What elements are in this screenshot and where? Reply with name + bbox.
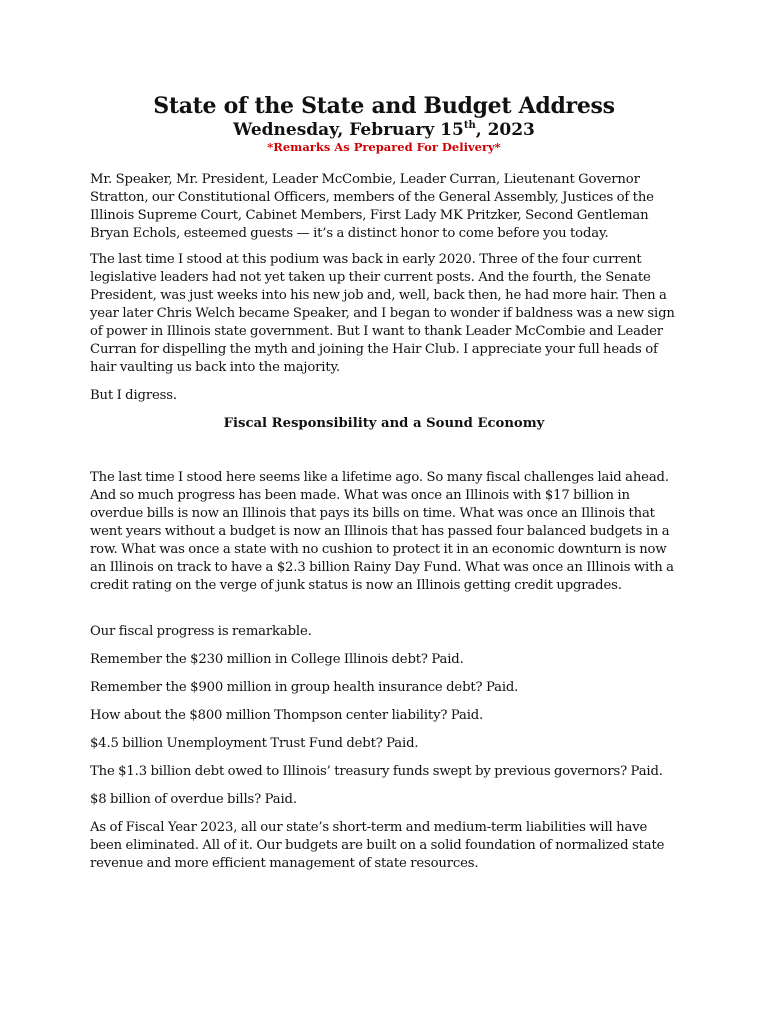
paragraph-overdue-bills: $8 billion of overdue bills? Paid. (90, 792, 297, 807)
paragraph-thompson-center: How about the $800 million Thompson center liability? Paid. (90, 708, 484, 723)
section-heading: Fiscal Responsibility and a Sound Economy (223, 416, 545, 431)
paragraph-digress: But I digress. (90, 388, 177, 403)
paragraph-fiscal-progress: The last time I stood here seems like a lifetime ago. So many fiscal challenges laid ahead. And so much progress has been made. What was once an Illinois with $17 billion in overdue bills is now an Illinois that pays its bills on time. What was once an Illinois that went years without a budget is now an Illinois that has passed four balanced budgets in a row. What was once a state with no cushion to protect it in an economic downturn is now an Illinois on track to have a $2.3 billion Rainy Day Fund. What was once an Illinois with a credit rating on the verge of junk status is now an Illinois getting credit upgrades. (90, 470, 674, 593)
paragraph-college-illinois: Remember the $230 million in College Illinois debt? Paid. (90, 652, 464, 667)
paragraph-treasury-funds: The $1.3 billion debt owed to Illinois’ treasury funds swept by previous governors? Paid. (90, 764, 663, 779)
paragraph-remarkable: Our fiscal progress is remarkable. (90, 624, 312, 639)
paragraph-liabilities-eliminated: As of Fiscal Year 2023, all our state’s short-term and medium-term liabilities will have been eliminated. All of it. Our budgets are built on a solid foundation of normalized state revenue and more efficient management of state resources. (90, 820, 665, 871)
paragraph-podium: The last time I stood at this podium was back in early 2020. Three of the four current legislative leaders had not yet taken up their current posts. And the fourth, the Senate President, was just weeks into his new job and, well, back then, he had more hair. Then a year later Chris Welch became Speaker, and I began to wonder if baldness was a new sign of power in Illinois state government. But I want to thank Leader McCombie and Leader Curran for dispelling the myth and joining the Hair Club. I appreciate your full heads of hair vaulting us back into the majority. (90, 252, 675, 375)
remarks-note: *Remarks As Prepared For Delivery* (267, 140, 501, 154)
paragraph-salutation: Mr. Speaker, Mr. President, Leader McCombie, Leader Curran, Lieutenant Governor Stratton, our Constitutional Officers, members of the General Assembly, Justices of the Illinois Supreme Court, Cabinet Members, First Lady MK Pritzker, Second Gentleman Bryan Echols, esteemed guests — it’s a distinct honor to come before you today. (90, 172, 654, 241)
date-main: Wednesday, February 15 (233, 120, 464, 140)
document-title: State of the State and Budget Address (153, 93, 615, 119)
paragraph-unemployment-fund: $4.5 billion Unemployment Trust Fund debt? Paid. (90, 736, 419, 751)
paragraph-health-insurance: Remember the $900 million in group health insurance debt? Paid. (90, 680, 519, 695)
date-year: , 2023 (475, 120, 535, 140)
date-ordinal-suffix: th (463, 120, 476, 131)
